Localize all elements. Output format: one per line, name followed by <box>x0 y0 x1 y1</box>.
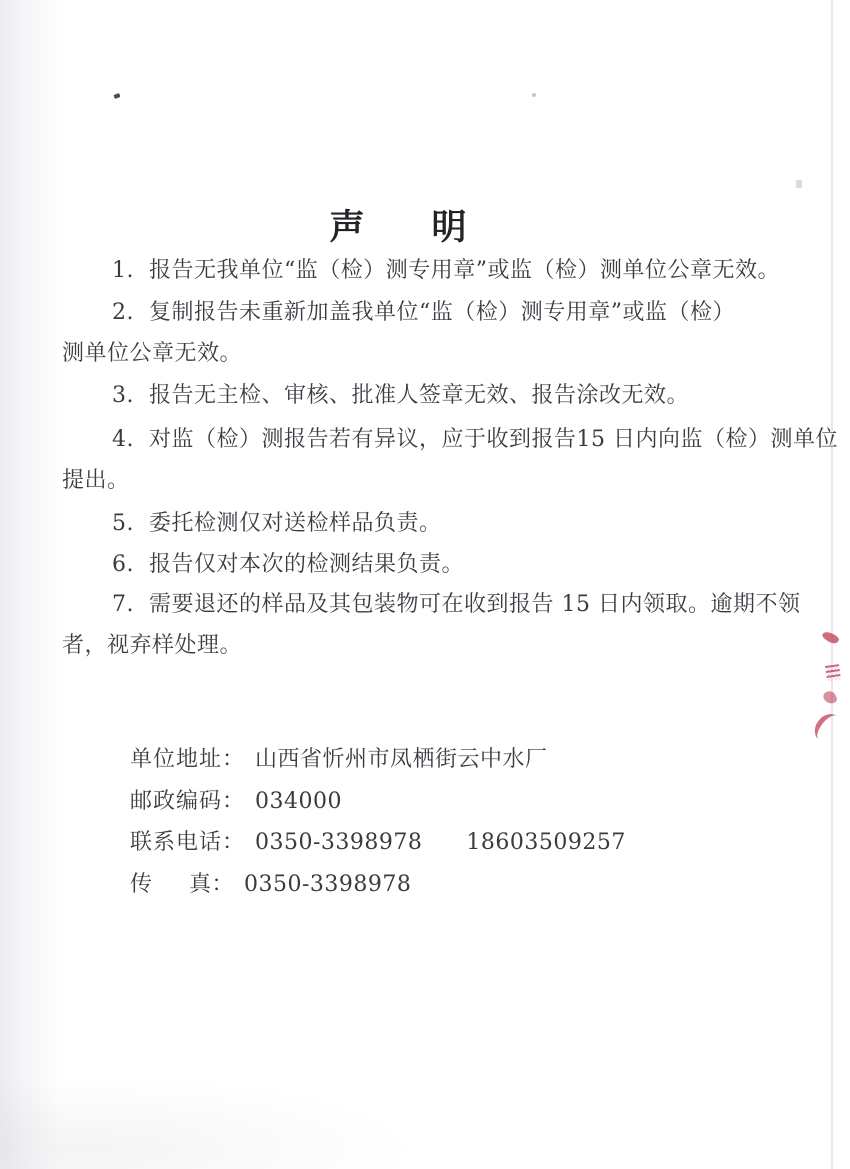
statement-item-7-line-2: 者，视弃样处理。 <box>62 633 243 658</box>
statement-item-4-line-1: 4. 对监（检）测报告若有异议，应于收到报告15 日内向监（检）测单位 <box>112 427 838 452</box>
stamp-stroke <box>822 689 838 706</box>
ink-speck <box>532 93 536 97</box>
scan-bottom-noise <box>0 1075 420 1169</box>
scan-line-artifact <box>831 0 833 1169</box>
fax-value: 0350-3398978 <box>243 872 412 897</box>
red-seal-edge-fragment <box>812 625 850 755</box>
zip-value: 034000 <box>255 789 342 814</box>
statement-item-5-line-1: 5. 委托检测仅对送检样品负责。 <box>112 511 442 536</box>
statement-item-2-line-1: 2. 复制报告未重新加盖我单位“监（检）测专用章”或监（检） <box>112 300 735 325</box>
statement-item-1-line-1: 1. 报告无我单位“监（检）测专用章”或监（检）测单位公章无效。 <box>112 258 780 283</box>
phone-value-2: 18603509257 <box>466 830 626 855</box>
scan-edge-shading <box>0 0 62 1169</box>
fax-label-char-1: 传 <box>129 872 153 897</box>
phone-value-1: 0350-3398978 <box>255 830 423 855</box>
statement-item-4-line-2: 提出。 <box>62 468 130 493</box>
ink-speck <box>796 180 802 188</box>
page-title: 声 明 <box>329 208 483 248</box>
zip-label: 邮政编码： <box>129 789 245 814</box>
statement-item-2-line-2: 测单位公章无效。 <box>62 341 243 366</box>
address-value: 山西省忻州市凤栖街云中水厂 <box>255 747 548 772</box>
contact-fax-row <box>100 842 411 923</box>
stamp-stroke <box>809 709 846 747</box>
statement-item-7-line-1: 7. 需要退还的样品及其包装物可在收到报告 15 日内领取。逾期不领 <box>112 592 801 617</box>
ink-speck <box>113 93 120 99</box>
address-label: 单位地址： <box>129 747 245 772</box>
statement-item-3-line-1: 3. 报告无主检、审核、批准人签章无效、报告涂改无效。 <box>112 383 689 408</box>
statement-item-6-line-1: 6. 报告仅对本次的检测结果负责。 <box>112 552 464 577</box>
fax-label <box>130 867 234 898</box>
stamp-stroke <box>821 629 840 646</box>
stamp-stroke <box>825 664 841 681</box>
phone-label: 联系电话： <box>129 830 245 855</box>
fax-label-char-2: 真： <box>188 872 234 897</box>
